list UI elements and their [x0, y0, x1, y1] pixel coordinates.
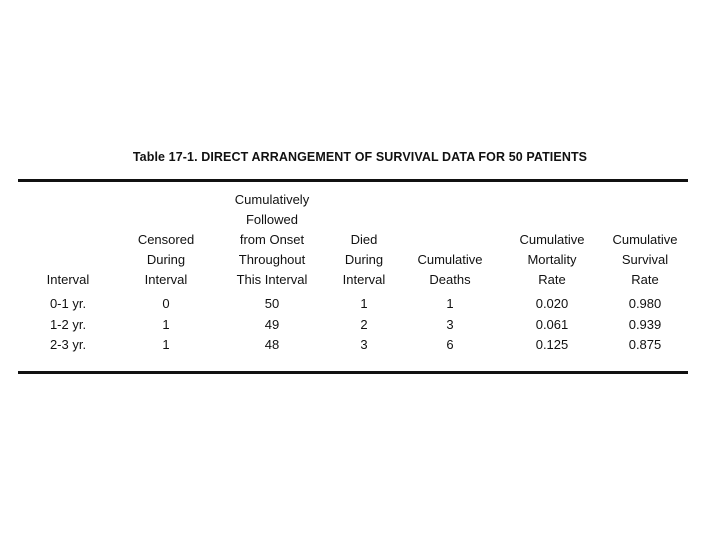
col-header-died [330, 190, 398, 290]
cell-censored: 0 [162, 296, 170, 311]
col-header-mortality-rate [502, 190, 602, 290]
header-row [18, 190, 688, 290]
cell-survival-rate: 0.875 [628, 337, 662, 352]
header-line: This Interval [236, 272, 308, 287]
col-header-survival-rate [602, 190, 688, 290]
header-line: Cumulatively [234, 192, 310, 207]
cell-interval: 0-1 yr. [49, 296, 87, 311]
header-line: Cumulative [519, 232, 585, 247]
header-line: Followed [245, 212, 299, 227]
cell-cumulative-deaths: 3 [446, 316, 454, 332]
cell-interval: 1-2 yr. [49, 316, 87, 332]
cell-died: 2 [360, 316, 368, 332]
header-line: Survival [621, 252, 669, 267]
header-line: Rate [631, 272, 659, 287]
cell-interval: 2-3 yr. [49, 337, 87, 352]
table-row [18, 335, 688, 356]
cell-censored: 1 [162, 337, 170, 352]
header-line: Rate [538, 272, 566, 287]
table-title: Table 17-1. DIRECT ARRANGEMENT OF SURVIVAL DATA FOR 50 PATIENTS [132, 150, 588, 164]
header-line: Mortality [527, 252, 577, 267]
cell-survival-rate: 0.980 [628, 296, 662, 311]
header-line: Cumulative [612, 232, 678, 247]
cell-died: 3 [360, 337, 368, 352]
cell-censored: 1 [162, 316, 170, 332]
cell-died: 1 [360, 296, 368, 311]
header-line: from Onset [239, 232, 305, 247]
header-line: Deaths [429, 272, 471, 287]
cell-mortality-rate: 0.061 [535, 316, 569, 332]
header-line: During [344, 252, 384, 267]
cell-followed: 49 [264, 316, 280, 332]
cell-followed: 50 [264, 296, 280, 311]
col-header-interval [18, 190, 118, 290]
cell-followed: 48 [264, 337, 280, 352]
table-row [18, 290, 688, 315]
header-line: Censored [137, 232, 195, 247]
cell-cumulative-deaths: 1 [446, 296, 454, 311]
col-header-censored [118, 190, 214, 290]
header-line: Interval [342, 272, 386, 287]
cell-mortality-rate: 0.125 [535, 337, 569, 352]
cell-cumulative-deaths: 6 [446, 337, 454, 352]
table-bottom-rule [18, 371, 688, 374]
survival-data-table [18, 190, 688, 356]
table-top-rule [18, 179, 688, 182]
header-line: Interval [46, 272, 90, 287]
header-line: Died [350, 232, 378, 247]
col-header-cumulatively-followed [214, 190, 330, 290]
col-header-cumulative-deaths [398, 190, 502, 290]
cell-mortality-rate: 0.020 [535, 296, 569, 311]
header-line: Cumulative [417, 252, 483, 267]
header-line: During [146, 252, 186, 267]
header-line: Interval [144, 272, 188, 287]
header-line: Throughout [238, 252, 306, 267]
table-row [18, 315, 688, 336]
cell-survival-rate: 0.939 [628, 316, 662, 332]
